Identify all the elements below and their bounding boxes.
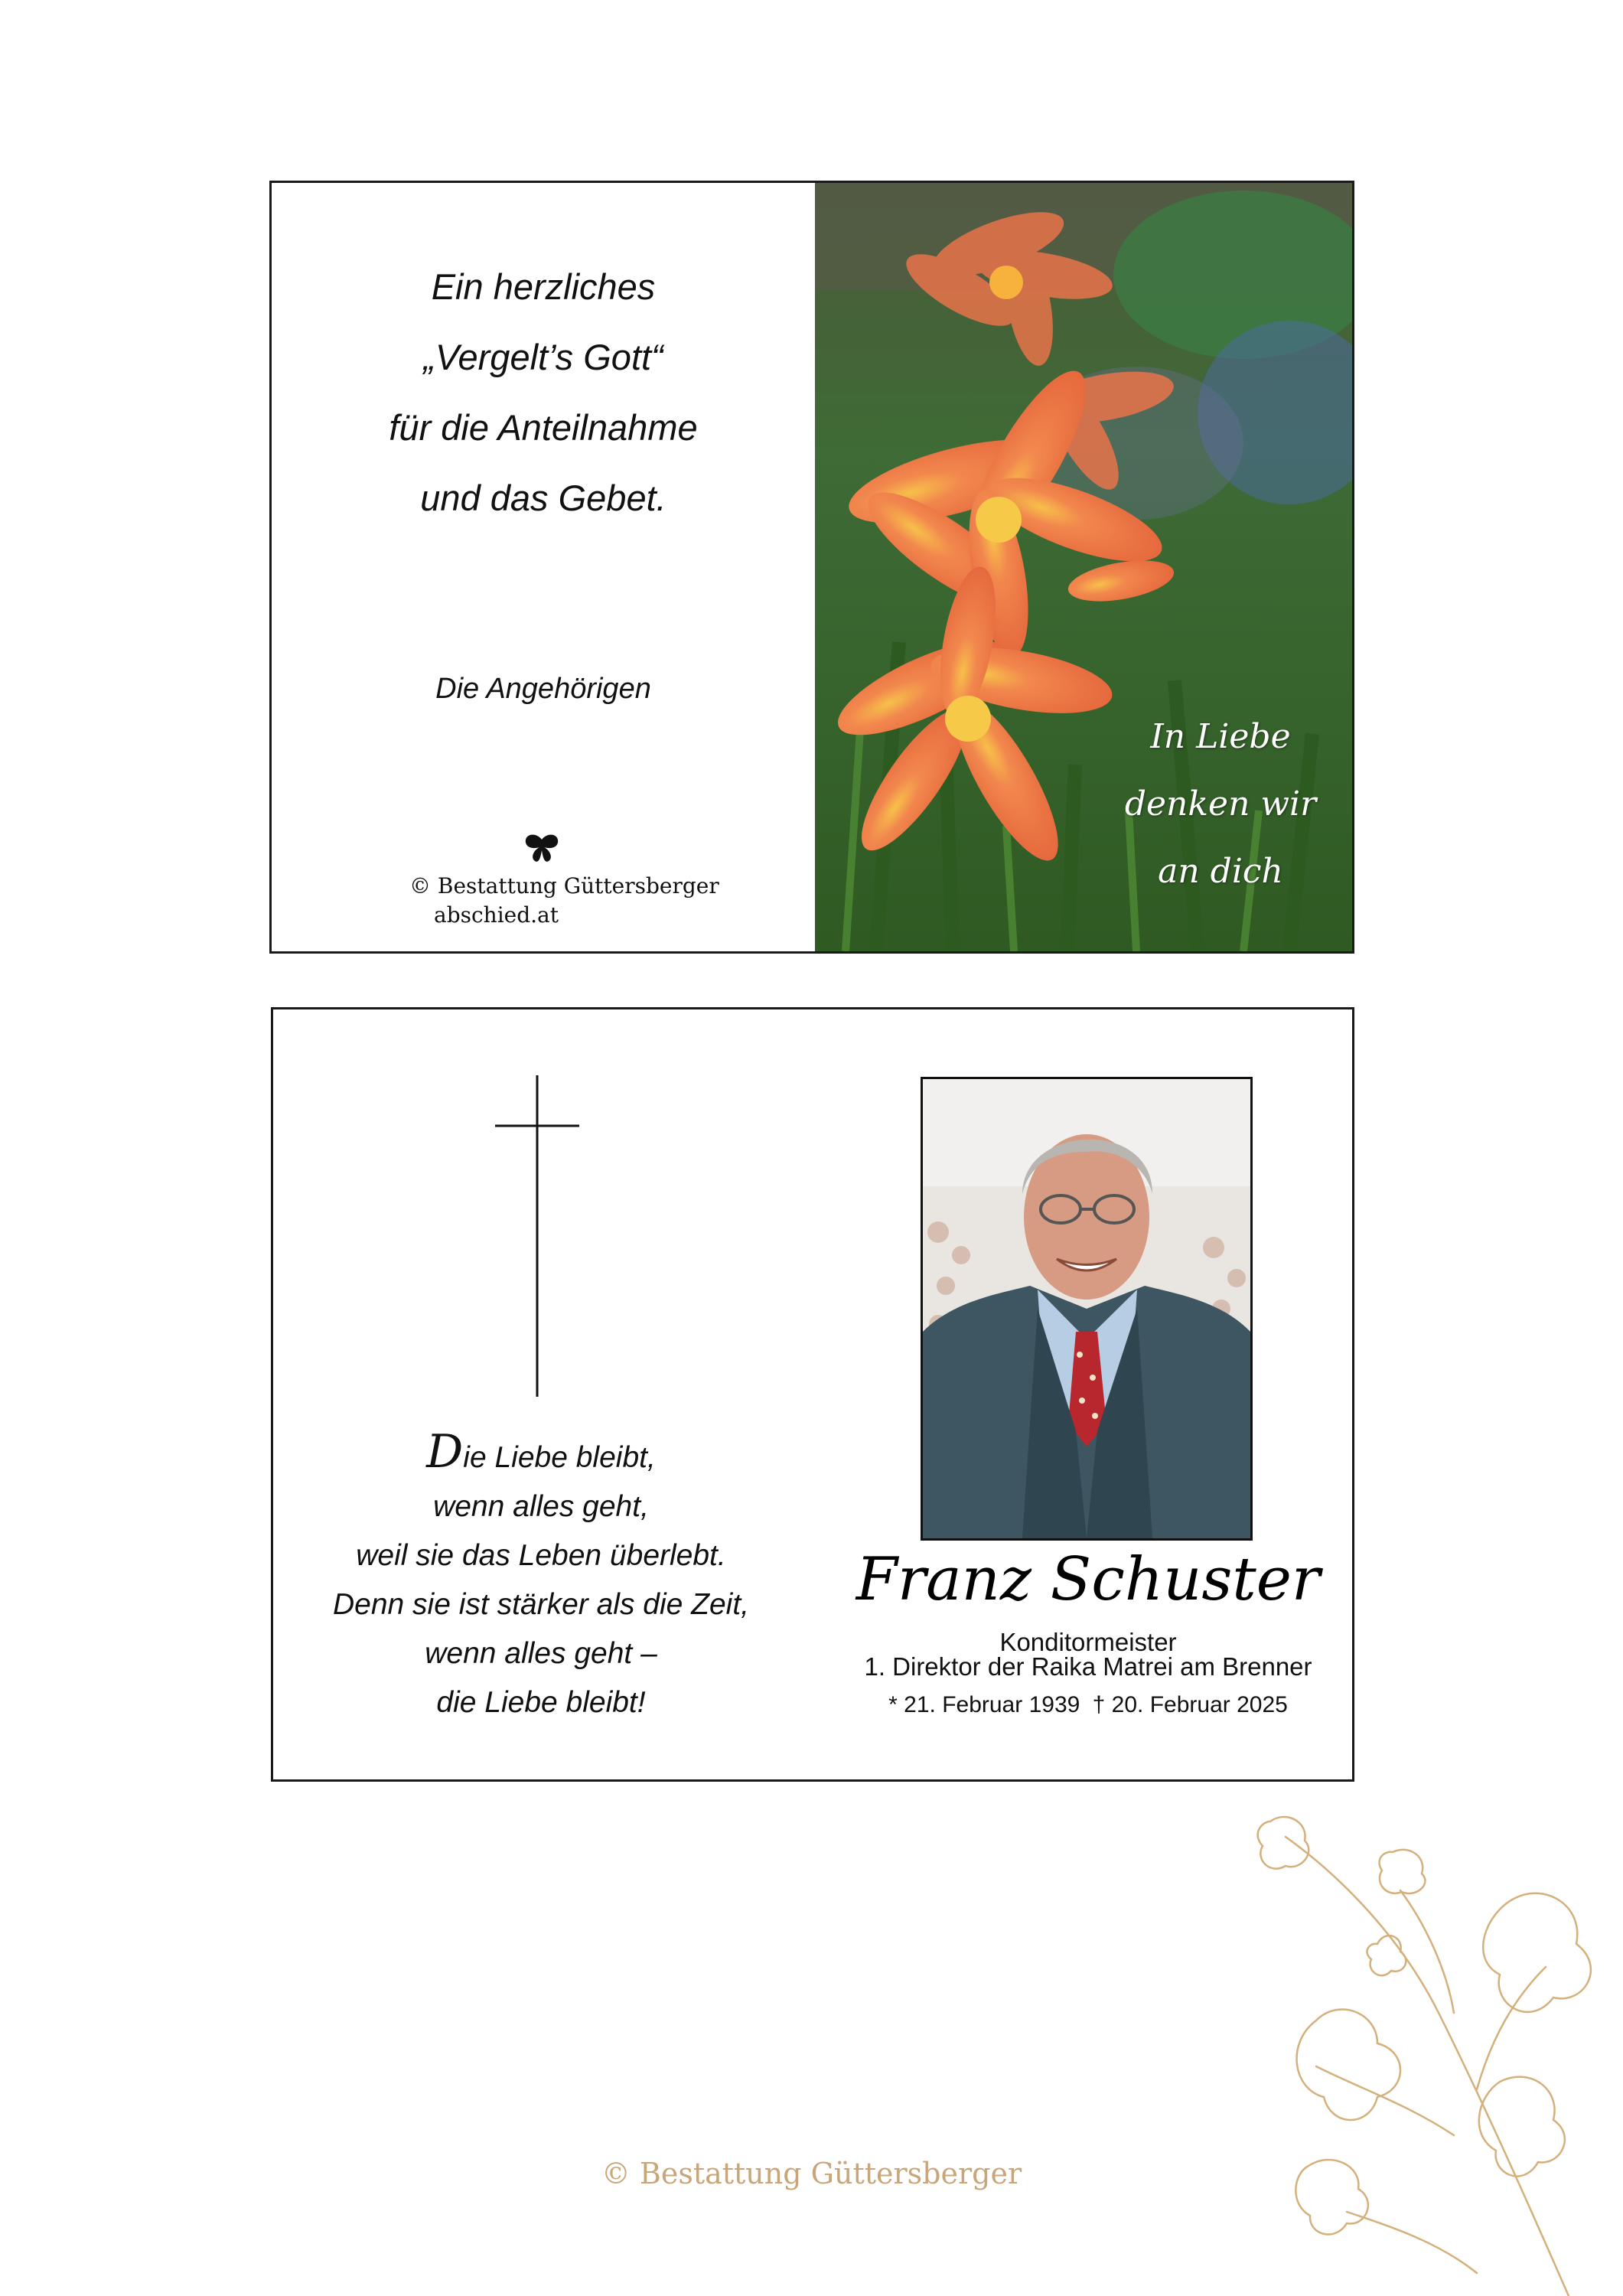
thanks-line: für die Anteilnahme [389,407,698,448]
birth-date: * 21. Februar 1939 [888,1692,1080,1717]
floral-decoration-icon [1224,1814,1623,2296]
funeral-home-credit [409,872,719,930]
credit-website: abschied.at [434,902,559,928]
death-date: † 20. Februar 2025 [1092,1692,1288,1717]
thanks-line: und das Gebet. [420,478,666,518]
memorial-poem [273,1427,809,1727]
overlay-line: an dich [1158,852,1283,891]
thanks-line: „Vergelt’s Gott“ [423,337,663,377]
poem-initial: D [426,1425,464,1479]
overlay-line: In Liebe [1150,717,1291,756]
poem-line [273,1427,809,1482]
poem-line: Denn sie ist stärker als die Zeit, [332,1588,750,1621]
portrait-photo [921,1077,1253,1541]
thanks-message [272,252,815,533]
life-dates [824,1692,1352,1718]
lily-flower-photo [815,183,1352,951]
poem-line: weil sie das Leben überlebt. [356,1539,726,1572]
thank-you-card-front [269,181,1354,954]
deceased-name: Franz Schuster [855,1545,1321,1614]
memorial-card-back [271,1007,1354,1782]
poem-line: die Liebe bleibt! [436,1686,646,1719]
remembrance-overlay [1106,703,1335,905]
poem-line: wenn alles geht, [433,1490,649,1523]
poem-first-line: ie Liebe bleibt, [463,1441,656,1474]
position-title: 1. Direktor der Raika Matrei am Brenner [864,1652,1312,1681]
footer-copyright: © Bestattung Güttersberger [601,2157,1022,2190]
butterfly-icon [523,833,561,864]
thanks-line: Ein herzliches [431,266,656,307]
occupation: Konditormeister [999,1628,1177,1656]
cross-icon [495,1075,579,1397]
overlay-line: denken wir [1124,784,1317,823]
credit-line: © Bestattung Güttersberger [409,873,719,899]
poem-line: wenn alles geht – [425,1637,657,1670]
signoff: Die Angehörigen [435,673,651,705]
